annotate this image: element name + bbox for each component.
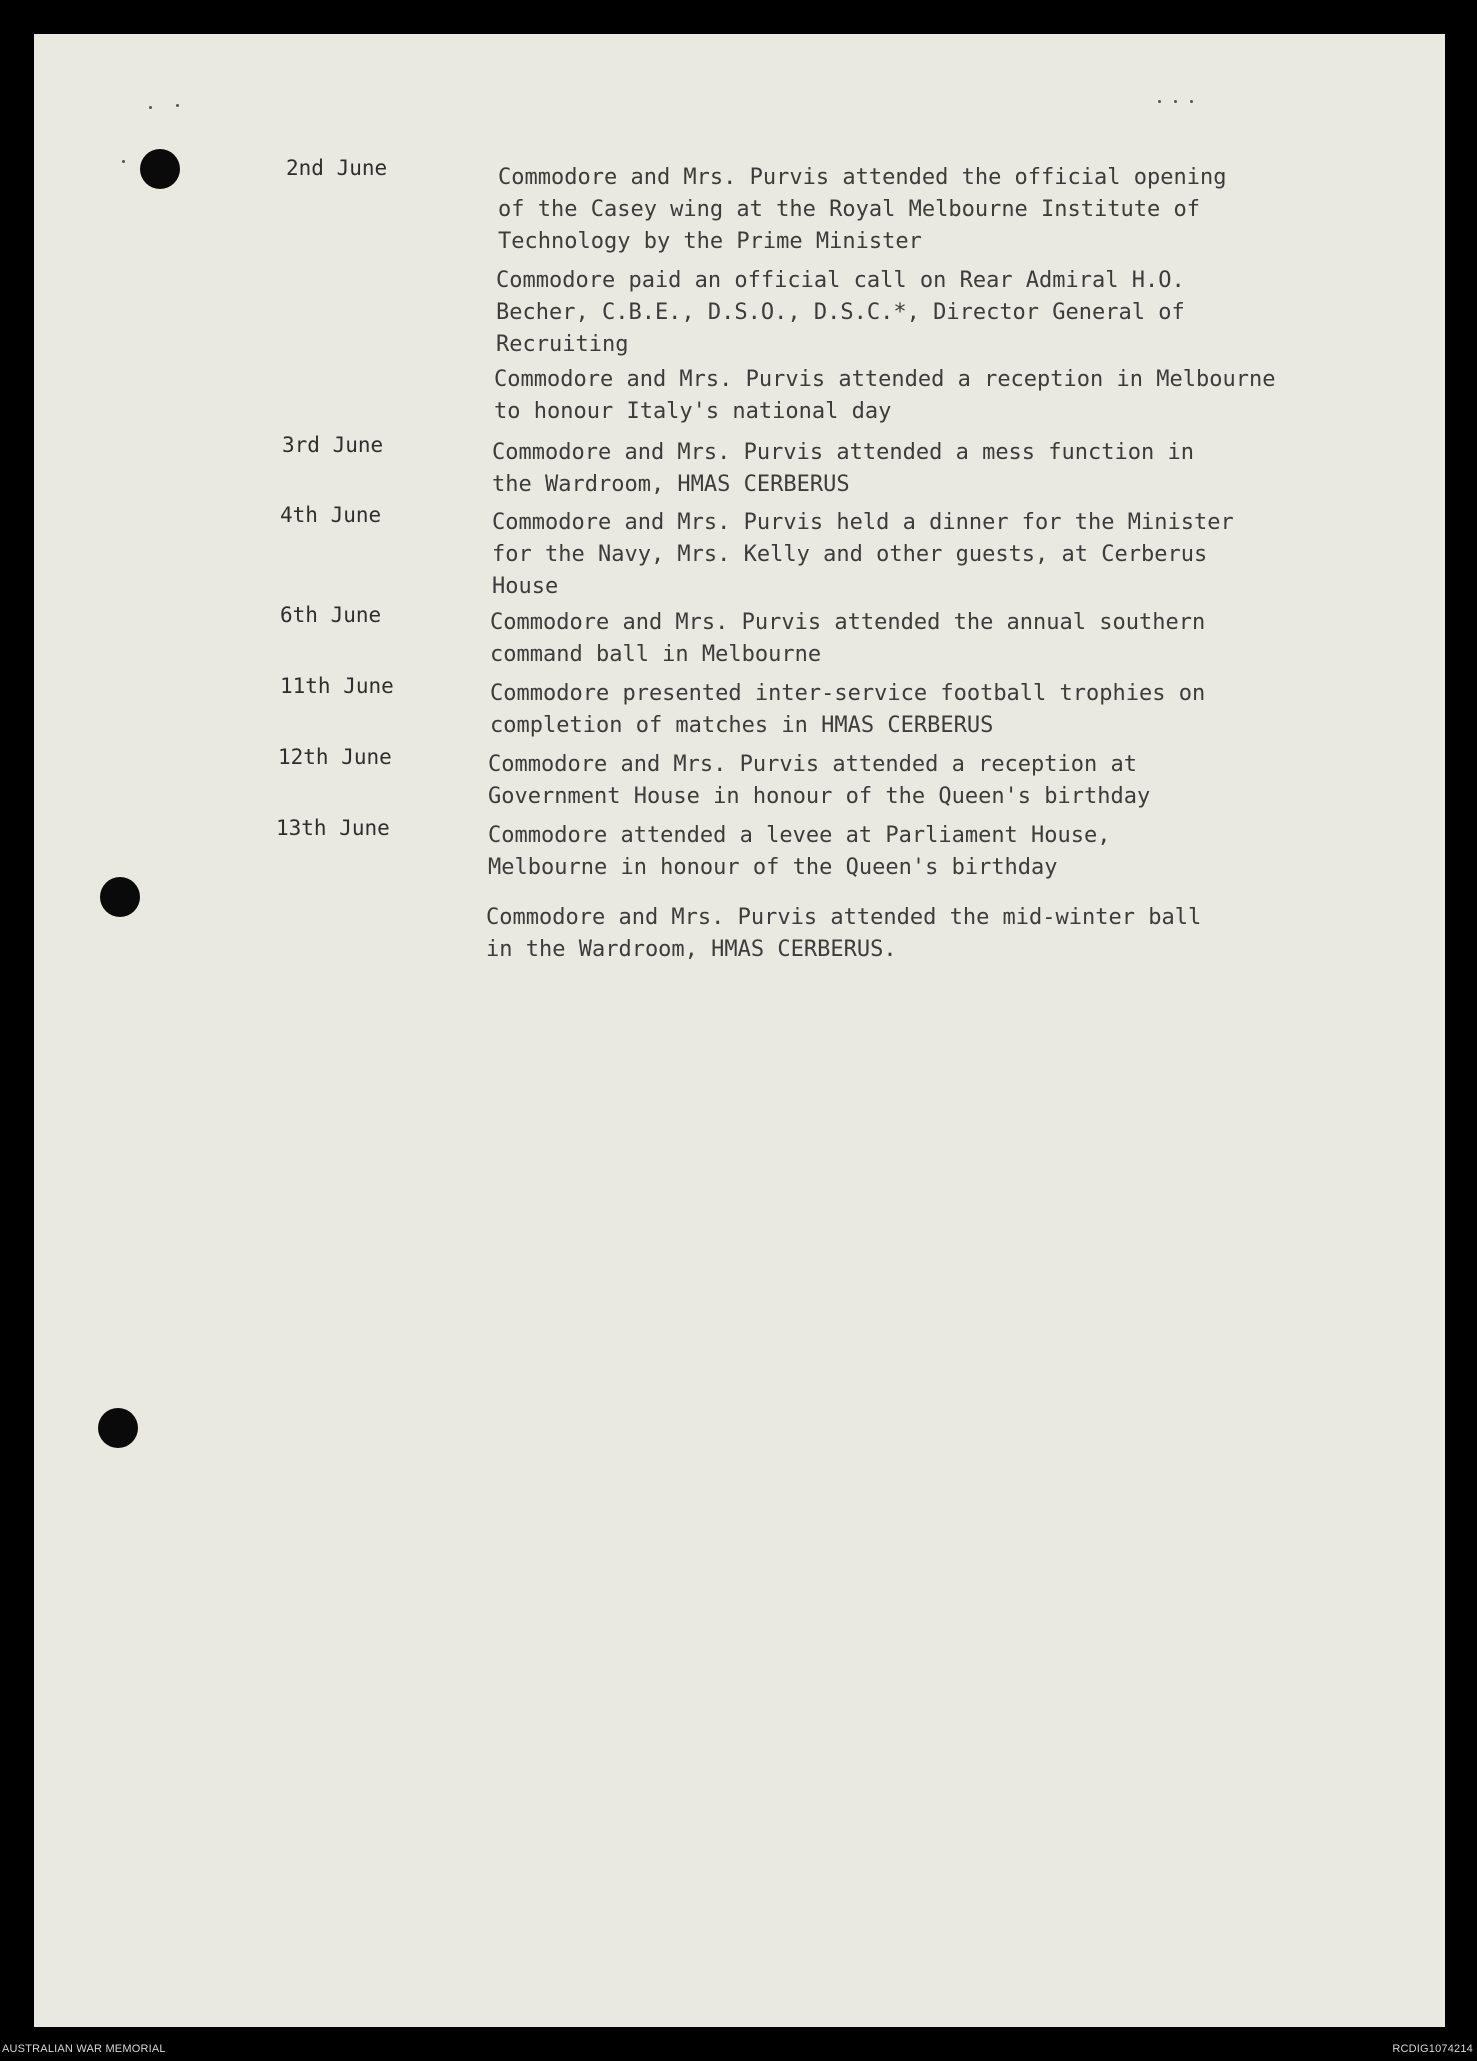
entry-text: Commodore and Mrs. Purvis attended a mess function in the Wardroom, HMAS CERBERUS [492,440,1194,497]
entry-date: 12th June [278,745,392,769]
entry-text: Commodore and Mrs. Purvis attended a reception in Melbourne to honour Italy's national day [494,367,1276,424]
paper-speck [1190,100,1193,103]
entry-text: Commodore and Mrs. Purvis attended the mid-winter ball in the Wardroom, HMAS CERBERUS. [486,905,1202,962]
footer-credit: AUSTRALIAN WAR MEMORIAL [2,2043,166,2055]
entry-text: Commodore attended a levee at Parliament House, Melbourne in honour of the Queen's birthday [488,823,1111,880]
paper-speck [176,104,179,107]
entry-date: 3rd June [282,433,384,457]
entry-text: Commodore presented inter-service football trophies on completion of matches in HMAS CERBERUS [490,681,1206,738]
paper-speck [1158,100,1161,103]
punch-hole-bottom [98,1408,138,1448]
entry-date: 11th June [280,674,394,698]
punch-hole-top [140,149,180,189]
paper-speck [1174,100,1177,103]
entry-date: 2nd June [286,156,388,180]
entry-text: Commodore and Mrs. Purvis held a dinner for the Minister for the Navy, Mrs. Kelly and other guests, at Cerberus House [492,510,1234,599]
punch-hole-middle [100,877,140,917]
paper-speck [149,106,152,109]
entry-text: Commodore and Mrs. Purvis attended a reception at Government House in honour of the Queen's birthday [488,752,1151,809]
entry-date: 13th June [276,816,390,840]
document-page [34,34,1445,2027]
entry-text: Commodore and Mrs. Purvis attended the official opening of the Casey wing at the Royal Melbourne Institute of Technology by the Prime Minister [498,165,1227,254]
entry-text: Commodore and Mrs. Purvis attended the annual southern command ball in Melbourne [490,610,1206,667]
entry-date: 4th June [280,503,382,527]
entry-text: Commodore paid an official call on Rear Admiral H.O. Becher, C.B.E., D.S.O., D.S.C.*, Director General of Recruiting [496,268,1185,357]
paper-speck [122,160,125,163]
entry-date: 6th June [280,603,382,627]
footer-record-id: RCDIG1074214 [1392,2043,1473,2055]
